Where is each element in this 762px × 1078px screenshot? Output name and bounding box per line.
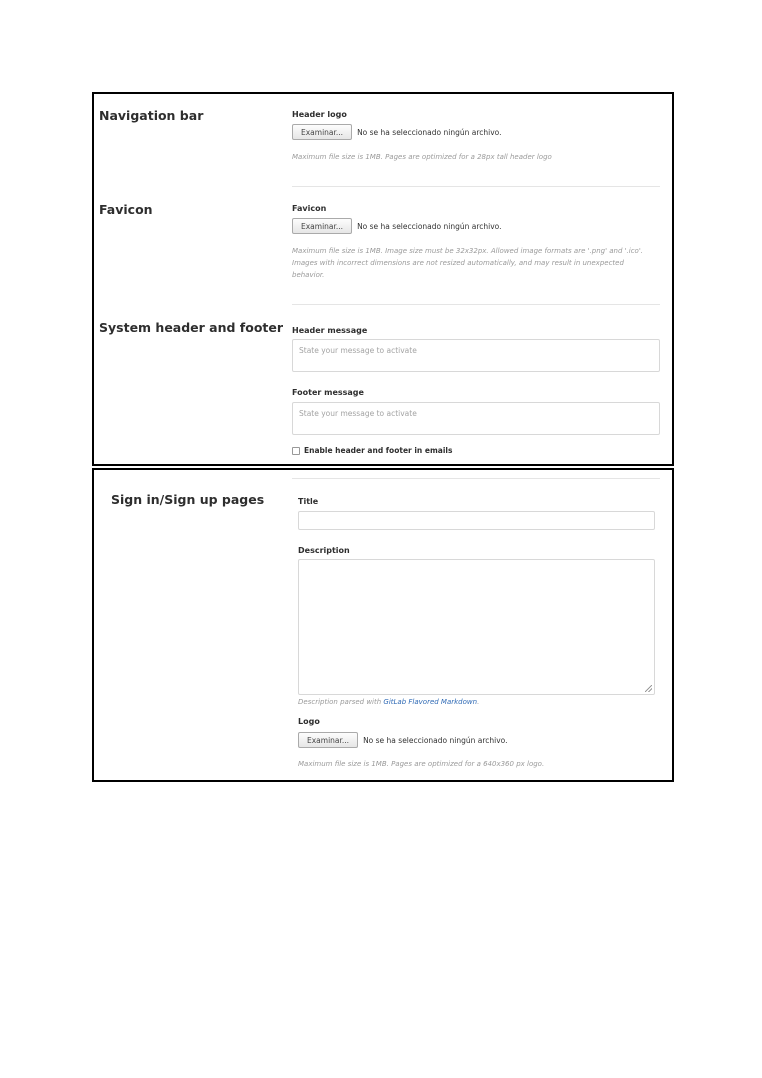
header-logo-help-text: Maximum file size is 1MB. Pages are optimized for a 28px tall header logo [292, 153, 552, 161]
emails-header-footer-checkbox[interactable] [292, 447, 300, 455]
sign-in-description-textarea[interactable] [298, 559, 655, 695]
header-message-placeholder: State your message to activate [299, 346, 417, 355]
appearance-settings-bottom-frame [92, 468, 674, 782]
header-logo-label: Header logo [292, 110, 347, 119]
sign-in-logo-file-status: No se ha seleccionado ningún archivo. [363, 735, 508, 745]
appearance-settings-top-frame [92, 92, 674, 466]
header-logo-file-status: No se ha seleccionado ningún archivo. [357, 127, 502, 137]
favicon-label: Favicon [292, 204, 327, 213]
navigation-bar-section-title: Navigation bar [99, 108, 204, 123]
favicon-file-status: No se ha seleccionado ningún archivo. [357, 221, 502, 231]
section-divider [292, 304, 660, 305]
footer-message-label: Footer message [292, 388, 364, 397]
section-divider [292, 186, 660, 187]
emails-header-footer-checkbox-label[interactable]: Enable header and footer in emails [304, 446, 453, 455]
favicon-section-title: Favicon [99, 202, 153, 217]
favicon-help-text: Maximum file size is 1MB. Image size must be 32x32px. Allowed image formats are '.png' and '.ico'. Images with incorrect dimensions are not resized automatically, and may result in unexpected behavior. [292, 247, 643, 279]
system-header-footer-section-title: System header and footer [99, 320, 284, 335]
markdown-help-prefix: Description parsed with [298, 698, 384, 706]
section-divider [292, 478, 660, 479]
footer-message-placeholder: State your message to activate [299, 409, 417, 418]
footer-message-input[interactable] [292, 402, 660, 435]
markdown-help-suffix: . [477, 698, 480, 706]
header-logo-browse-button[interactable]: Examinar... [292, 124, 352, 140]
emails-header-footer-checkbox-row[interactable] [292, 446, 452, 455]
sign-in-description-label: Description [298, 546, 350, 555]
header-message-label: Header message [292, 326, 368, 335]
sign-in-logo-browse-button[interactable]: Examinar... [298, 732, 358, 748]
description-markdown-help [298, 696, 658, 708]
favicon-file-input[interactable] [292, 218, 502, 234]
sign-in-title-label: Title [298, 497, 319, 506]
sign-in-pages-section-title: Sign in/Sign up pages [111, 492, 265, 507]
sign-in-logo-label: Logo [298, 717, 320, 726]
textarea-resize-handle[interactable] [645, 685, 652, 692]
gitlab-flavored-markdown-link[interactable]: GitLab Flavored Markdown [383, 698, 478, 706]
header-logo-file-input[interactable] [292, 124, 502, 140]
sign-in-logo-file-input[interactable] [298, 732, 508, 748]
header-message-input[interactable] [292, 339, 660, 372]
sign-in-title-input[interactable] [298, 511, 655, 530]
sign-in-logo-help-text: Maximum file size is 1MB. Pages are optimized for a 640x360 px logo. [298, 760, 545, 768]
favicon-browse-button[interactable]: Examinar... [292, 218, 352, 234]
